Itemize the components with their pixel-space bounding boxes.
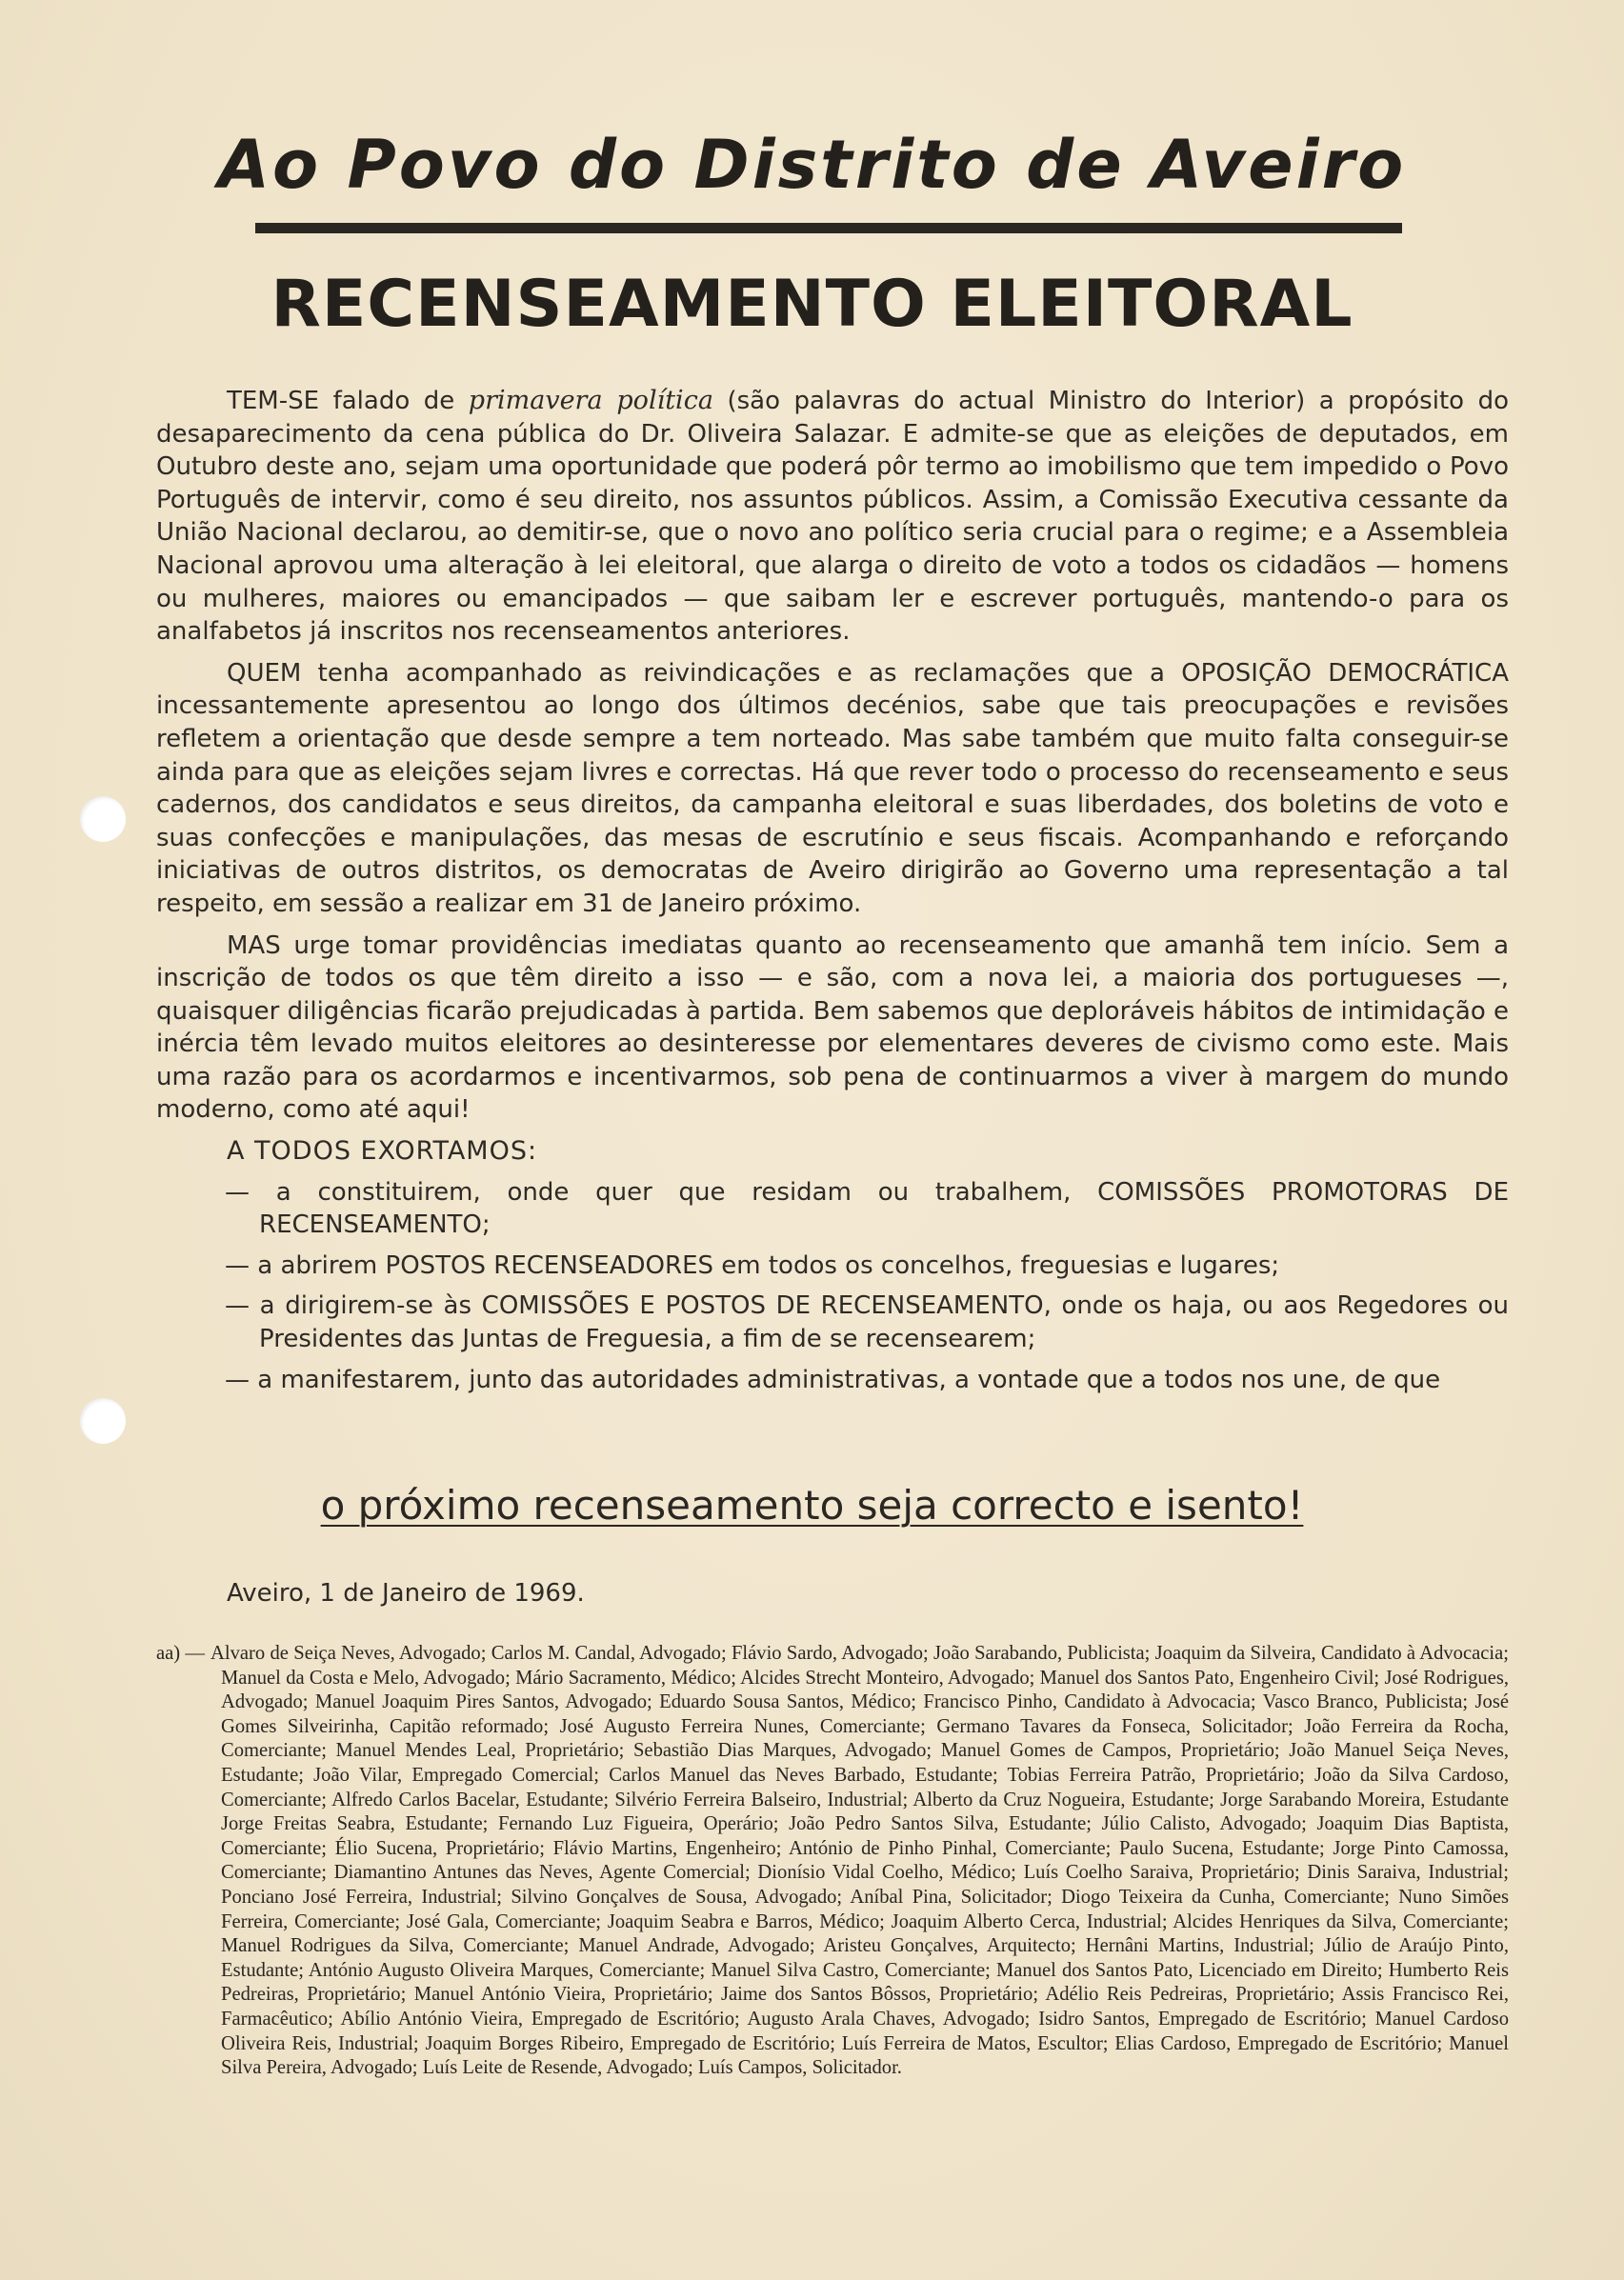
paragraph-1-rest: (são palavras do actual Ministro do Interior) a propósito do desaparecimento da cena pública do Dr. Oliveira Salazar. E admite-se que as eleições de deputados, em Outubro deste ano, sejam uma oportunidade que poderá pôr termo ao imobilismo que tem impedido o Povo Português de intervir, como é seu direito, nos assuntos públicos. Assim, a Comissão Executiva cessante da União Nacional declarou, ao demitir-se, que o novo ano político seria crucial para o regime; e a Assembleia Nacional aprovou uma alteração à lei eleitoral, que alarga o direito de voto a todos os cidadãos — homens ou mulheres, maiores ou emancipados — que saibam ler e escrever português, mantendo-o para os analfabetos já inscritos nos recenseamentos anteriores.: [156, 387, 1509, 647]
exhortation-item: — a constituirem, onde quer que residam ou trabalhem, COMISSÕES PROMOTORAS DE RECENSEAMENTO;: [156, 1176, 1509, 1242]
signatories-block: [156, 1642, 1509, 2081]
signatories-names: Alvaro de Seiça Neves, Advogado; Carlos M. Candal, Advogado; Flávio Sardo, Advogado; João Sarabando, Publicista; Joaquim da Silveira, Candidato à Advocacia; Manuel da Costa e Melo, Advogado; Mário Sacramento, Médico; Alcides Strecht Monteiro, Advogado; Manuel dos Santos Pato, Engenheiro Civil; José Rodrigues, Advogado; Manuel Joaquim Pires Santos, Advogado; Eduardo Sousa Santos, Médico; Francisco Pinho, Candidato à Advocacia; Vasco Branco, Publicista; José Gomes Silveirinha, Capitão reformado; José Augusto Ferreira Nunes, Comerciante; Germano Tavares da Fonseca, Solicitador; João Ferreira da Rocha, Comerciante; Manuel Mendes Leal, Proprietário; Sebastião Dias Marques, Advogado; Manuel Gomes de Campos, Proprietário; João Manuel Seiça Neves, Estudante; João Vilar, Empregado Comercial; Carlos Manuel das Neves Barbado, Estudante; Tobias Ferreira Patrão, Proprietário; João da Silva Cardoso, Comerciante; Alfredo Carlos Bacelar, Estudante; Silvério Ferreira Balseiro, Industrial; Alberto da Cruz Nogueira, Estudante; Jorge Sarabando Moreira, Estudante Jorge Freitas Seabra, Estudante; Fernando Luz Figueira, Operário; João Pedro Santos Silva, Estudante; Júlio Calisto, Advogado; Joaquim Dias Baptista, Comerciante; Élio Sucena, Proprietário; Flávio Martins, Engenheiro; António de Pinho Pinhal, Comerciante; Paulo Sucena, Estudante; Jorge Pinto Camossa, Comerciante; Diamantino Antunes das Neves, Agente Comercial; Dionísio Vidal Coelho, Médico; Luís Coelho Saraiva, Proprietário; Dinis Saraiva, Industrial; Ponciano José Ferreira, Industrial; Silvino Gonçalves de Sousa, Advogado; Aníbal Pina, Solicitador; Diogo Teixeira da Cunha, Comerciante; Nuno Simões Ferreira, Comerciante; José Gala, Comerciante; Joaquim Seabra e Barros, Médico; Joaquim Alberto Cerca, Industrial; Alcides Henriques da Silva, Comerciante; Manuel Rodrigues da Silva, Comerciante; Manuel Andrade, Advogado; Aristeu Gonçalves, Arquitecto; Hernâni Martins, Industrial; Júlio de Araújo Pinto, Estudante; António Augusto Oliveira Marques, Comerciante; Manuel Silva Castro, Comerciante; Manuel dos Santos Pato, Licenciado em Direito; Humberto Reis Pedreiras, Proprietário; Manuel António Vieira, Proprietário; Jaime dos Santos Bôssos, Proprietário; Adélio Reis Pedreiras, Proprietário; Assis Francisco Rei, Farmacêutico; Abílio António Vieira, Empregado de Escritório; Augusto Arala Chaves, Advogado; Isidro Santos, Empregado de Escritório; Manuel Cardoso Oliveira Reis, Industrial; Joaquim Borges Ribeiro, Empregado de Escritório; Luís Ferreira de Matos, Escultor; Elias Cardoso, Empregado de Escritório; Manuel Silva Pereira, Advogado; Luís Leite de Resende, Advogado; Luís Campos, Solicitador.: [211, 1643, 1509, 2079]
document-body: [156, 385, 1509, 1404]
exhortation-item: — a dirigirem-se às COMISSÕES E POSTOS DE RECENSEAMENTO, onde os haja, ou aos Regedores ou Presidentes das Juntas de Freguesia, a fim de se recensearem;: [156, 1290, 1509, 1355]
paragraph-1: [156, 385, 1509, 649]
document-title: RECENSEAMENTO ELEITORAL: [271, 267, 1353, 342]
exhortation-list: [156, 1176, 1509, 1397]
slogan: [0, 1482, 1624, 1529]
signatories-list: [156, 1642, 1509, 2081]
date-line: Aveiro, 1 de Janeiro de 1969.: [227, 1579, 585, 1608]
signatories-prefix: aa) —: [156, 1643, 206, 1664]
paragraph-2: QUEM tenha acompanhado as reivindicações e as reclamações que a OPOSIÇÃO DEMOCRÁTICA incessantemente apresentou ao longo dos últimos decénios, sabe que tais preocupações e revisões refletem a orientação que desde sempre a tem norteado. Mas sabe também que muito falta conseguir-se ainda para que as eleições sejam livres e correctas. Há que rever todo o processo do recenseamento e seus cadernos, dos candidatos e seus direitos, da campanha eleitoral e suas liberdades, dos boletins de voto e suas confecções e manipulações, das mesas de escrutínio e seus fiscais. Acompanhando e reforçando iniciativas de outros distritos, os democratas de Aveiro dirigirão ao Governo uma representação a tal respeito, em sessão a realizar em 31 de Janeiro próximo.: [156, 658, 1509, 918]
punch-hole: [80, 796, 126, 842]
paragraph-3: MAS urge tomar providências imediatas quanto ao recenseamento que amanhã tem início. Sem a inscrição de todos os que têm direito a isso — e são, com a nova lei, a maioria dos portugueses —, quaisquer diligências ficarão prejudicadas à partida. Bem sabemos que deploráveis hábitos de intimidação e inércia têm levado muitos eleitores ao desinteresse por elementares deveres de civismo como este. Mais uma razão para os acordarmos e incentivarmos, sob pena de continuarmos a viver à margem do mundo moderno, como até aqui!: [156, 930, 1509, 1125]
slogan-text: o próximo recenseamento seja correcto e isento!: [320, 1482, 1304, 1529]
exhortation-item: — a manifestarem, junto das autoridades administrativas, a vontade que a todos nos une, de que: [156, 1364, 1509, 1397]
paragraph-1-emphasis: primavera política: [468, 386, 713, 415]
exhortation-heading: A TODOS EXORTAMOS:: [227, 1136, 538, 1167]
punch-hole: [80, 1398, 126, 1444]
paragraph-1-lead: TEM-SE falado de: [227, 387, 469, 415]
header-divider: [255, 223, 1402, 233]
exhortation-item: — a abrirem POSTOS RECENSEADORES em todos os concelhos, freguesias e lugares;: [156, 1250, 1509, 1283]
header-title: Ao Povo do Distrito de Aveiro: [217, 126, 1407, 204]
